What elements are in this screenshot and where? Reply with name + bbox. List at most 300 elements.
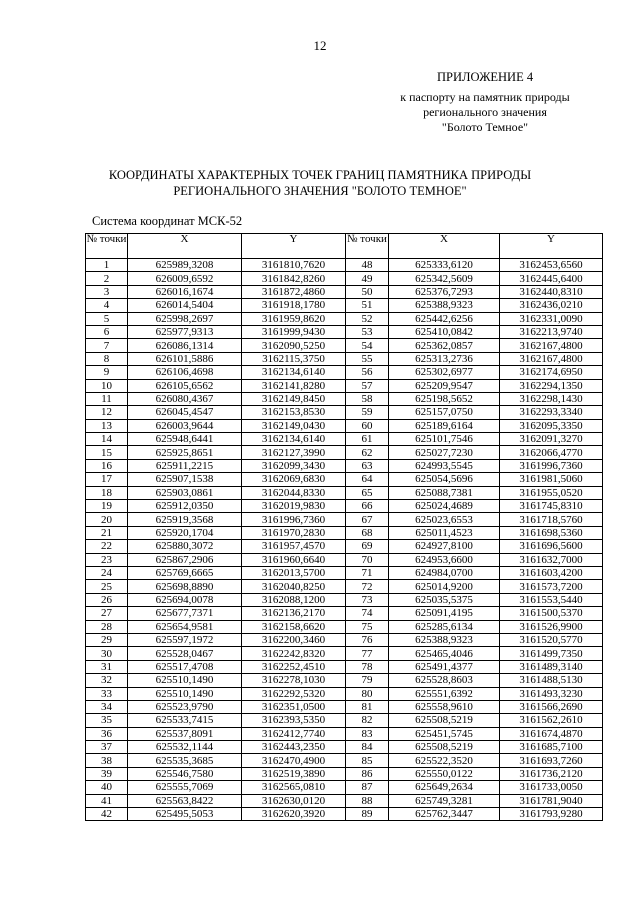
y-cell: 3162013,5700 [242, 566, 346, 579]
point-number-cell: 9 [86, 366, 128, 379]
y-cell: 3161996,7360 [242, 513, 346, 526]
appendix-title: ПРИЛОЖЕНИЕ 4 [437, 70, 534, 84]
y-cell: 3162620,3920 [242, 808, 346, 821]
point-number-cell: 5 [86, 312, 128, 325]
y-cell: 3162252,4510 [242, 660, 346, 673]
y-cell: 3162519,3890 [242, 767, 346, 780]
x-cell: 625925,8651 [128, 446, 242, 459]
table-row [86, 741, 603, 754]
point-number-cell: 4 [86, 299, 128, 312]
point-number-cell: 6 [86, 325, 128, 338]
table-row [86, 299, 603, 312]
y-cell: 3162158,6620 [242, 620, 346, 633]
x-cell: 625762,3447 [389, 808, 500, 821]
x-cell: 625091,4195 [389, 607, 500, 620]
y-cell: 3162200,3460 [242, 633, 346, 646]
y-cell: 3161959,8620 [242, 312, 346, 325]
point-number-cell: 42 [86, 808, 128, 821]
x-cell: 625088,7381 [389, 486, 500, 499]
point-number-cell: 12 [86, 406, 128, 419]
point-number-cell: 48 [346, 259, 389, 272]
x-cell: 625907,1538 [128, 473, 242, 486]
x-cell: 625198,5652 [389, 392, 500, 405]
appendix-subtitle [390, 90, 580, 135]
x-cell: 625313,2736 [389, 352, 500, 365]
table-row [86, 259, 603, 272]
point-number-cell: 81 [346, 700, 389, 713]
point-number-cell: 29 [86, 633, 128, 646]
y-cell: 3162174,6950 [500, 366, 603, 379]
x-cell: 625054,5696 [389, 473, 500, 486]
header-x: X [128, 234, 242, 259]
document-title [0, 168, 640, 199]
table-row [86, 633, 603, 646]
x-cell: 625677,7371 [128, 607, 242, 620]
point-number-cell: 70 [346, 553, 389, 566]
coordinates-table [85, 233, 603, 821]
y-cell: 3161781,9040 [500, 794, 603, 807]
point-number-cell: 60 [346, 419, 389, 432]
x-cell: 625362,0857 [389, 339, 500, 352]
table-row [86, 660, 603, 673]
x-cell: 625023,6553 [389, 513, 500, 526]
x-cell: 625442,6256 [389, 312, 500, 325]
point-number-cell: 75 [346, 620, 389, 633]
point-number-cell: 64 [346, 473, 389, 486]
point-number-cell: 56 [346, 366, 389, 379]
x-cell: 626003,9644 [128, 419, 242, 432]
point-number-cell: 26 [86, 593, 128, 606]
page-number: 12 [313, 38, 327, 53]
appendix-line: к паспорту на памятник природы [400, 90, 570, 104]
point-number-cell: 68 [346, 526, 389, 539]
point-number-cell: 50 [346, 285, 389, 298]
point-number-cell: 57 [346, 379, 389, 392]
y-cell: 3161736,2120 [500, 767, 603, 780]
y-cell: 3161499,7350 [500, 647, 603, 660]
y-cell: 3161733,0050 [500, 781, 603, 794]
point-number-cell: 17 [86, 473, 128, 486]
y-cell: 3162141,8280 [242, 379, 346, 392]
point-number-cell: 65 [346, 486, 389, 499]
y-cell: 3161685,7100 [500, 741, 603, 754]
y-cell: 3162351,0500 [242, 700, 346, 713]
y-cell: 3162167,4800 [500, 352, 603, 365]
coordinate-system-label: Система координат МСК-52 [92, 214, 243, 228]
point-number-cell: 32 [86, 674, 128, 687]
x-cell: 626105,6562 [128, 379, 242, 392]
x-cell: 625769,6665 [128, 566, 242, 579]
point-number-cell: 85 [346, 754, 389, 767]
point-number-cell: 16 [86, 459, 128, 472]
y-cell: 3161960,6640 [242, 553, 346, 566]
x-cell: 625597,1972 [128, 633, 242, 646]
x-cell: 625035,5375 [389, 593, 500, 606]
point-number-cell: 21 [86, 526, 128, 539]
x-cell: 625189,6164 [389, 419, 500, 432]
point-number-cell: 31 [86, 660, 128, 673]
table-row [86, 312, 603, 325]
x-cell: 625551,6392 [389, 687, 500, 700]
point-number-cell: 52 [346, 312, 389, 325]
y-cell: 3161718,5760 [500, 513, 603, 526]
x-cell: 625333,6120 [389, 259, 500, 272]
x-cell: 625517,4708 [128, 660, 242, 673]
point-number-cell: 78 [346, 660, 389, 673]
y-cell: 3162393,5350 [242, 714, 346, 727]
x-cell: 625654,9581 [128, 620, 242, 633]
point-number-cell: 8 [86, 352, 128, 365]
header-y: Y [500, 234, 603, 259]
x-cell: 624984,0700 [389, 566, 500, 579]
x-cell: 625011,4523 [389, 526, 500, 539]
y-cell: 3162453,6560 [500, 259, 603, 272]
point-number-cell: 3 [86, 285, 128, 298]
table-row [86, 325, 603, 338]
y-cell: 3162630,0120 [242, 794, 346, 807]
x-cell: 625157,0750 [389, 406, 500, 419]
header-point-number: № точки [346, 234, 389, 259]
table-row [86, 526, 603, 539]
table-row [86, 754, 603, 767]
point-number-cell: 61 [346, 433, 389, 446]
point-number-cell: 66 [346, 500, 389, 513]
y-cell: 3161488,5130 [500, 674, 603, 687]
point-number-cell: 18 [86, 486, 128, 499]
x-cell: 624953,6600 [389, 553, 500, 566]
x-cell: 624927,8100 [389, 540, 500, 553]
table-row [86, 593, 603, 606]
y-cell: 3161996,7360 [500, 459, 603, 472]
x-cell: 625563,8422 [128, 794, 242, 807]
point-number-cell: 40 [86, 781, 128, 794]
x-cell: 625532,1144 [128, 741, 242, 754]
y-cell: 3161957,4570 [242, 540, 346, 553]
y-cell: 3162091,3270 [500, 433, 603, 446]
y-cell: 3162292,5320 [242, 687, 346, 700]
appendix-line: "Болото Темное" [441, 120, 529, 134]
y-cell: 3162242,8320 [242, 647, 346, 660]
y-cell: 3162136,2170 [242, 607, 346, 620]
point-number-cell: 1 [86, 259, 128, 272]
y-cell: 3161842,8260 [242, 272, 346, 285]
x-cell: 625977,9313 [128, 325, 242, 338]
x-cell: 625024,4689 [389, 500, 500, 513]
table-row [86, 727, 603, 740]
point-number-cell: 11 [86, 392, 128, 405]
x-cell: 626016,1674 [128, 285, 242, 298]
x-cell: 625920,1704 [128, 526, 242, 539]
y-cell: 3161566,2690 [500, 700, 603, 713]
x-cell: 625989,3208 [128, 259, 242, 272]
y-cell: 3161698,5360 [500, 526, 603, 539]
y-cell: 3162440,8310 [500, 285, 603, 298]
x-cell: 625465,4046 [389, 647, 500, 660]
point-number-cell: 54 [346, 339, 389, 352]
x-cell: 625410,0842 [389, 325, 500, 338]
y-cell: 3162565,0810 [242, 781, 346, 794]
x-cell: 625555,7069 [128, 781, 242, 794]
table-row [86, 473, 603, 486]
y-cell: 3161696,5600 [500, 540, 603, 553]
y-cell: 3161674,4870 [500, 727, 603, 740]
point-number-cell: 30 [86, 647, 128, 660]
point-number-cell: 23 [86, 553, 128, 566]
point-number-cell: 35 [86, 714, 128, 727]
point-number-cell: 10 [86, 379, 128, 392]
y-cell: 3161520,5770 [500, 633, 603, 646]
x-cell: 625911,2215 [128, 459, 242, 472]
point-number-cell: 51 [346, 299, 389, 312]
point-number-cell: 88 [346, 794, 389, 807]
y-cell: 3162412,7740 [242, 727, 346, 740]
x-cell: 625510,1490 [128, 674, 242, 687]
table-row [86, 566, 603, 579]
y-cell: 3162019,9830 [242, 500, 346, 513]
x-cell: 625546,7580 [128, 767, 242, 780]
y-cell: 3162470,4900 [242, 754, 346, 767]
y-cell: 3162044,8330 [242, 486, 346, 499]
y-cell: 3161603,4200 [500, 566, 603, 579]
x-cell: 625523,9790 [128, 700, 242, 713]
x-cell: 626086,1314 [128, 339, 242, 352]
table-row [86, 700, 603, 713]
y-cell: 3161632,7000 [500, 553, 603, 566]
table-row [86, 553, 603, 566]
x-cell: 625342,5609 [389, 272, 500, 285]
header-x: X [389, 234, 500, 259]
y-cell: 3162088,1200 [242, 593, 346, 606]
table-row [86, 540, 603, 553]
y-cell: 3162066,4770 [500, 446, 603, 459]
point-number-cell: 86 [346, 767, 389, 780]
x-cell: 625528,0467 [128, 647, 242, 660]
x-cell: 625912,0350 [128, 500, 242, 513]
point-number-cell: 37 [86, 741, 128, 754]
y-cell: 3162134,6140 [242, 433, 346, 446]
table-row [86, 674, 603, 687]
table-row [86, 446, 603, 459]
point-number-cell: 59 [346, 406, 389, 419]
y-cell: 3161500,5370 [500, 607, 603, 620]
table-row [86, 607, 603, 620]
table-row [86, 419, 603, 432]
point-number-cell: 74 [346, 607, 389, 620]
x-cell: 624993,5545 [389, 459, 500, 472]
y-cell: 3162095,3350 [500, 419, 603, 432]
point-number-cell: 34 [86, 700, 128, 713]
table-row [86, 459, 603, 472]
point-number-cell: 49 [346, 272, 389, 285]
table-row [86, 379, 603, 392]
point-number-cell: 24 [86, 566, 128, 579]
x-cell: 626080,4367 [128, 392, 242, 405]
x-cell: 625867,2906 [128, 553, 242, 566]
y-cell: 3161745,8310 [500, 500, 603, 513]
point-number-cell: 2 [86, 272, 128, 285]
header-point-number: № точки [86, 234, 128, 259]
y-cell: 3161810,7620 [242, 259, 346, 272]
y-cell: 3162445,6400 [500, 272, 603, 285]
x-cell: 625533,7415 [128, 714, 242, 727]
x-cell: 625491,4377 [389, 660, 500, 673]
table-row [86, 352, 603, 365]
point-number-cell: 77 [346, 647, 389, 660]
y-cell: 3162115,3750 [242, 352, 346, 365]
point-number-cell: 76 [346, 633, 389, 646]
point-number-cell: 84 [346, 741, 389, 754]
x-cell: 625903,0861 [128, 486, 242, 499]
x-cell: 625388,9323 [389, 299, 500, 312]
y-cell: 3162069,6830 [242, 473, 346, 486]
point-number-cell: 71 [346, 566, 389, 579]
x-cell: 625698,8890 [128, 580, 242, 593]
x-cell: 625550,0122 [389, 767, 500, 780]
y-cell: 3161970,2830 [242, 526, 346, 539]
table-row [86, 767, 603, 780]
y-cell: 3161981,5060 [500, 473, 603, 486]
x-cell: 625998,2697 [128, 312, 242, 325]
y-cell: 3161955,0520 [500, 486, 603, 499]
point-number-cell: 33 [86, 687, 128, 700]
y-cell: 3161918,1780 [242, 299, 346, 312]
point-number-cell: 36 [86, 727, 128, 740]
y-cell: 3162331,0090 [500, 312, 603, 325]
point-number-cell: 7 [86, 339, 128, 352]
y-cell: 3161573,7200 [500, 580, 603, 593]
y-cell: 3161526,9900 [500, 620, 603, 633]
y-cell: 3162278,1030 [242, 674, 346, 687]
point-number-cell: 58 [346, 392, 389, 405]
table-row [86, 620, 603, 633]
table-row [86, 647, 603, 660]
x-cell: 625302,6977 [389, 366, 500, 379]
table-row [86, 366, 603, 379]
y-cell: 3161489,3140 [500, 660, 603, 673]
table-header-row [86, 234, 603, 259]
point-number-cell: 80 [346, 687, 389, 700]
y-cell: 3161562,2610 [500, 714, 603, 727]
table-row [86, 781, 603, 794]
table-row [86, 433, 603, 446]
table-row [86, 714, 603, 727]
point-number-cell: 62 [346, 446, 389, 459]
point-number-cell: 22 [86, 540, 128, 553]
point-number-cell: 41 [86, 794, 128, 807]
point-number-cell: 83 [346, 727, 389, 740]
table-row [86, 272, 603, 285]
y-cell: 3162443,2350 [242, 741, 346, 754]
y-cell: 3162213,9740 [500, 325, 603, 338]
table-row [86, 500, 603, 513]
table-row [86, 513, 603, 526]
title-line: КООРДИНАТЫ ХАРАКТЕРНЫХ ТОЧЕК ГРАНИЦ ПАМЯТНИКА ПРИРОДЫ [108, 168, 532, 182]
x-cell: 626014,5404 [128, 299, 242, 312]
point-number-cell: 72 [346, 580, 389, 593]
point-number-cell: 28 [86, 620, 128, 633]
y-cell: 3162127,3990 [242, 446, 346, 459]
x-cell: 625451,5745 [389, 727, 500, 740]
y-cell: 3162167,4800 [500, 339, 603, 352]
y-cell: 3161493,3230 [500, 687, 603, 700]
point-number-cell: 15 [86, 446, 128, 459]
point-number-cell: 20 [86, 513, 128, 526]
x-cell: 626009,6592 [128, 272, 242, 285]
table-row [86, 486, 603, 499]
appendix-line: регионального значения [423, 105, 547, 119]
table-body [86, 259, 603, 821]
x-cell: 625535,3685 [128, 754, 242, 767]
x-cell: 625495,5053 [128, 808, 242, 821]
point-number-cell: 13 [86, 419, 128, 432]
table-row [86, 794, 603, 807]
x-cell: 625649,2634 [389, 781, 500, 794]
x-cell: 626101,5886 [128, 352, 242, 365]
table-row [86, 392, 603, 405]
x-cell: 625285,6134 [389, 620, 500, 633]
point-number-cell: 14 [86, 433, 128, 446]
point-number-cell: 87 [346, 781, 389, 794]
x-cell: 625508,5219 [389, 714, 500, 727]
x-cell: 625558,9610 [389, 700, 500, 713]
y-cell: 3161693,7260 [500, 754, 603, 767]
x-cell: 625880,3072 [128, 540, 242, 553]
x-cell: 625388,9323 [389, 633, 500, 646]
point-number-cell: 73 [346, 593, 389, 606]
x-cell: 625694,0078 [128, 593, 242, 606]
y-cell: 3162149,8450 [242, 392, 346, 405]
point-number-cell: 39 [86, 767, 128, 780]
y-cell: 3162436,0210 [500, 299, 603, 312]
point-number-cell: 67 [346, 513, 389, 526]
x-cell: 625522,3520 [389, 754, 500, 767]
y-cell: 3161999,9430 [242, 325, 346, 338]
x-cell: 625027,7230 [389, 446, 500, 459]
y-cell: 3162153,8530 [242, 406, 346, 419]
point-number-cell: 69 [346, 540, 389, 553]
point-number-cell: 19 [86, 500, 128, 513]
x-cell: 626106,4698 [128, 366, 242, 379]
y-cell: 3161793,9280 [500, 808, 603, 821]
x-cell: 625528,8603 [389, 674, 500, 687]
y-cell: 3162293,3340 [500, 406, 603, 419]
table-row [86, 285, 603, 298]
table-row [86, 808, 603, 821]
point-number-cell: 25 [86, 580, 128, 593]
y-cell: 3162090,5250 [242, 339, 346, 352]
y-cell: 3162099,3430 [242, 459, 346, 472]
table-row [86, 406, 603, 419]
title-line: РЕГИОНАЛЬНОГО ЗНАЧЕНИЯ "БОЛОТО ТЕМНОЕ" [173, 183, 467, 198]
point-number-cell: 79 [346, 674, 389, 687]
header-y: Y [242, 234, 346, 259]
y-cell: 3162134,6140 [242, 366, 346, 379]
point-number-cell: 63 [346, 459, 389, 472]
x-cell: 626045,4547 [128, 406, 242, 419]
x-cell: 625508,5219 [389, 741, 500, 754]
y-cell: 3162298,1430 [500, 392, 603, 405]
x-cell: 625209,9547 [389, 379, 500, 392]
y-cell: 3162040,8250 [242, 580, 346, 593]
point-number-cell: 89 [346, 808, 389, 821]
point-number-cell: 53 [346, 325, 389, 338]
x-cell: 625749,3281 [389, 794, 500, 807]
x-cell: 625101,7546 [389, 433, 500, 446]
x-cell: 625510,1490 [128, 687, 242, 700]
y-cell: 3162294,1350 [500, 379, 603, 392]
y-cell: 3161872,4860 [242, 285, 346, 298]
y-cell: 3162149,0430 [242, 419, 346, 432]
